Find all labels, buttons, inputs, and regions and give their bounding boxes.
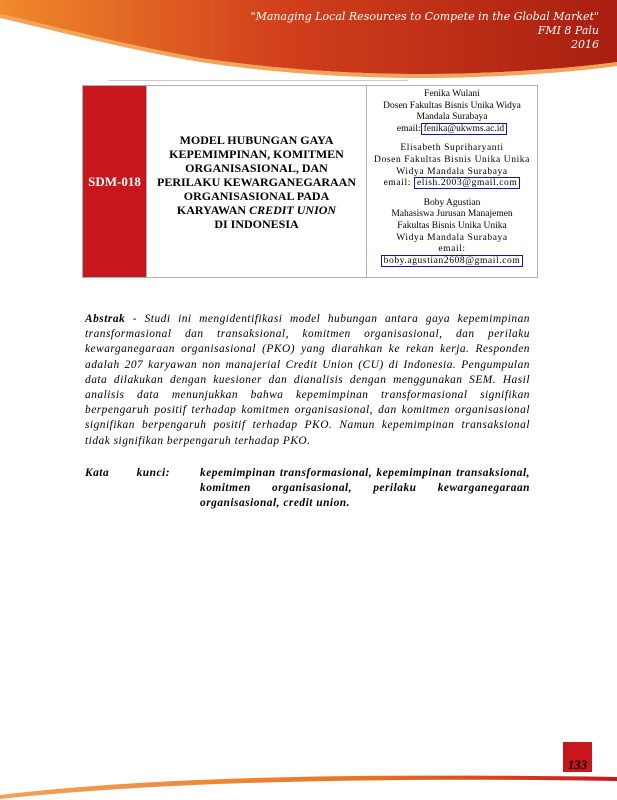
abstract-text: - Studi ini mengidentifikasi model hubungan antara gaya kepemimpinan transformasional dan transaksional, komitmen organisasional, dan perilaku kewarganegaraan organisasional (PKO) yang diarahkan ke rekan kerja. Responden adalah 207 karyawan non manajerial Credit Union (CU) di Indonesia. Pengumpulan data dilakukan dengan kuesioner dan dianalisis dengan menggunakan SEM. Hasil analisis data menunjukkan bahwa kepemimpinan transformasional signifikan berpengaruh positif terhadap komitmen organisasional, dan komitmen organisasional signifikan berpengaruh positif terhadap PKO. Namun kepemimpinan transaksional tidak signifikan berpengaruh terhadap PKO. xyxy=(85,313,530,447)
author-email-line xyxy=(369,178,535,190)
title-line xyxy=(177,203,336,217)
keywords-label xyxy=(85,466,200,512)
page-number: 133 xyxy=(567,757,588,772)
title-line-italic: CREDIT UNION xyxy=(249,202,337,217)
author-affiliation: Dosen Fakultas Bisnis Unika Widya xyxy=(383,100,521,111)
author-affiliation: Widya Mandala Surabaya xyxy=(396,166,508,177)
paper-title xyxy=(147,86,367,277)
author-affiliation: Dosen Fakultas Bisnis Unika Unika xyxy=(374,154,530,165)
paper-info-table xyxy=(82,85,538,278)
author-affiliation: Widya Mandala Surabaya xyxy=(396,232,508,243)
conference-header xyxy=(251,10,599,52)
author-email-line xyxy=(369,256,535,268)
abstract-paragraph xyxy=(85,312,530,449)
conference-name: FMI 8 Palu xyxy=(537,24,599,37)
author-affiliation: Mahasiswa Jurusan Manajemen xyxy=(391,209,513,220)
title-line: KEPEMIMPINAN, KOMITMEN xyxy=(169,146,344,161)
conference-year: 2016 xyxy=(571,38,599,51)
conference-theme: "Managing Local Resources to Compete in the Global Market" xyxy=(250,10,599,23)
author-affiliation: Fakultas Bisnis Unika Unika xyxy=(397,220,507,231)
email-label: email: xyxy=(438,244,466,255)
title-line-prefix: KARYAWAN xyxy=(176,202,250,217)
authors-list xyxy=(367,86,537,277)
author-email-link[interactable]: boby.agustian2608@gmail.com xyxy=(381,255,524,267)
author-entry xyxy=(369,89,535,135)
keywords-text: kepemimpinan transformasional, kepemimpinan transaksional, komitmen organisasional, perilaku kewarganegaraan organisasional, credit union. xyxy=(200,467,530,510)
title-line: ORGANISASIONAL PADA xyxy=(183,188,330,203)
keywords-label-word: Kata xyxy=(85,467,110,479)
author-entry xyxy=(369,198,535,268)
author-name: Boby Agustian xyxy=(423,197,481,208)
keywords-label-word: kunci: xyxy=(136,467,170,479)
abstract-label: Abstrak xyxy=(85,313,126,325)
author-email-link[interactable]: fenika@ukwms.ac.id xyxy=(421,123,508,135)
author-affiliation: Mandala Surabaya xyxy=(416,112,488,123)
keywords-section xyxy=(85,466,530,512)
title-line: MODEL HUBUNGAN GAYA xyxy=(179,132,334,147)
email-label: email: xyxy=(396,123,421,134)
title-line: PERILAKU KEWARGANEGARAAN xyxy=(156,174,356,189)
header-divider xyxy=(108,80,408,81)
author-entry xyxy=(369,143,535,189)
paper-code: SDM-018 xyxy=(83,86,147,277)
author-email-line xyxy=(369,124,535,136)
author-name: Elisabeth Supriharyanti xyxy=(400,143,504,154)
author-email-link[interactable]: elish.2003@gmail.com xyxy=(414,177,520,189)
email-label: email: xyxy=(383,178,411,189)
author-name: Fenika Wulani xyxy=(424,89,480,99)
title-line: ORGANISASIONAL, DAN xyxy=(185,160,328,175)
footer-swoosh xyxy=(0,755,617,800)
title-line: DI INDONESIA xyxy=(214,216,299,231)
